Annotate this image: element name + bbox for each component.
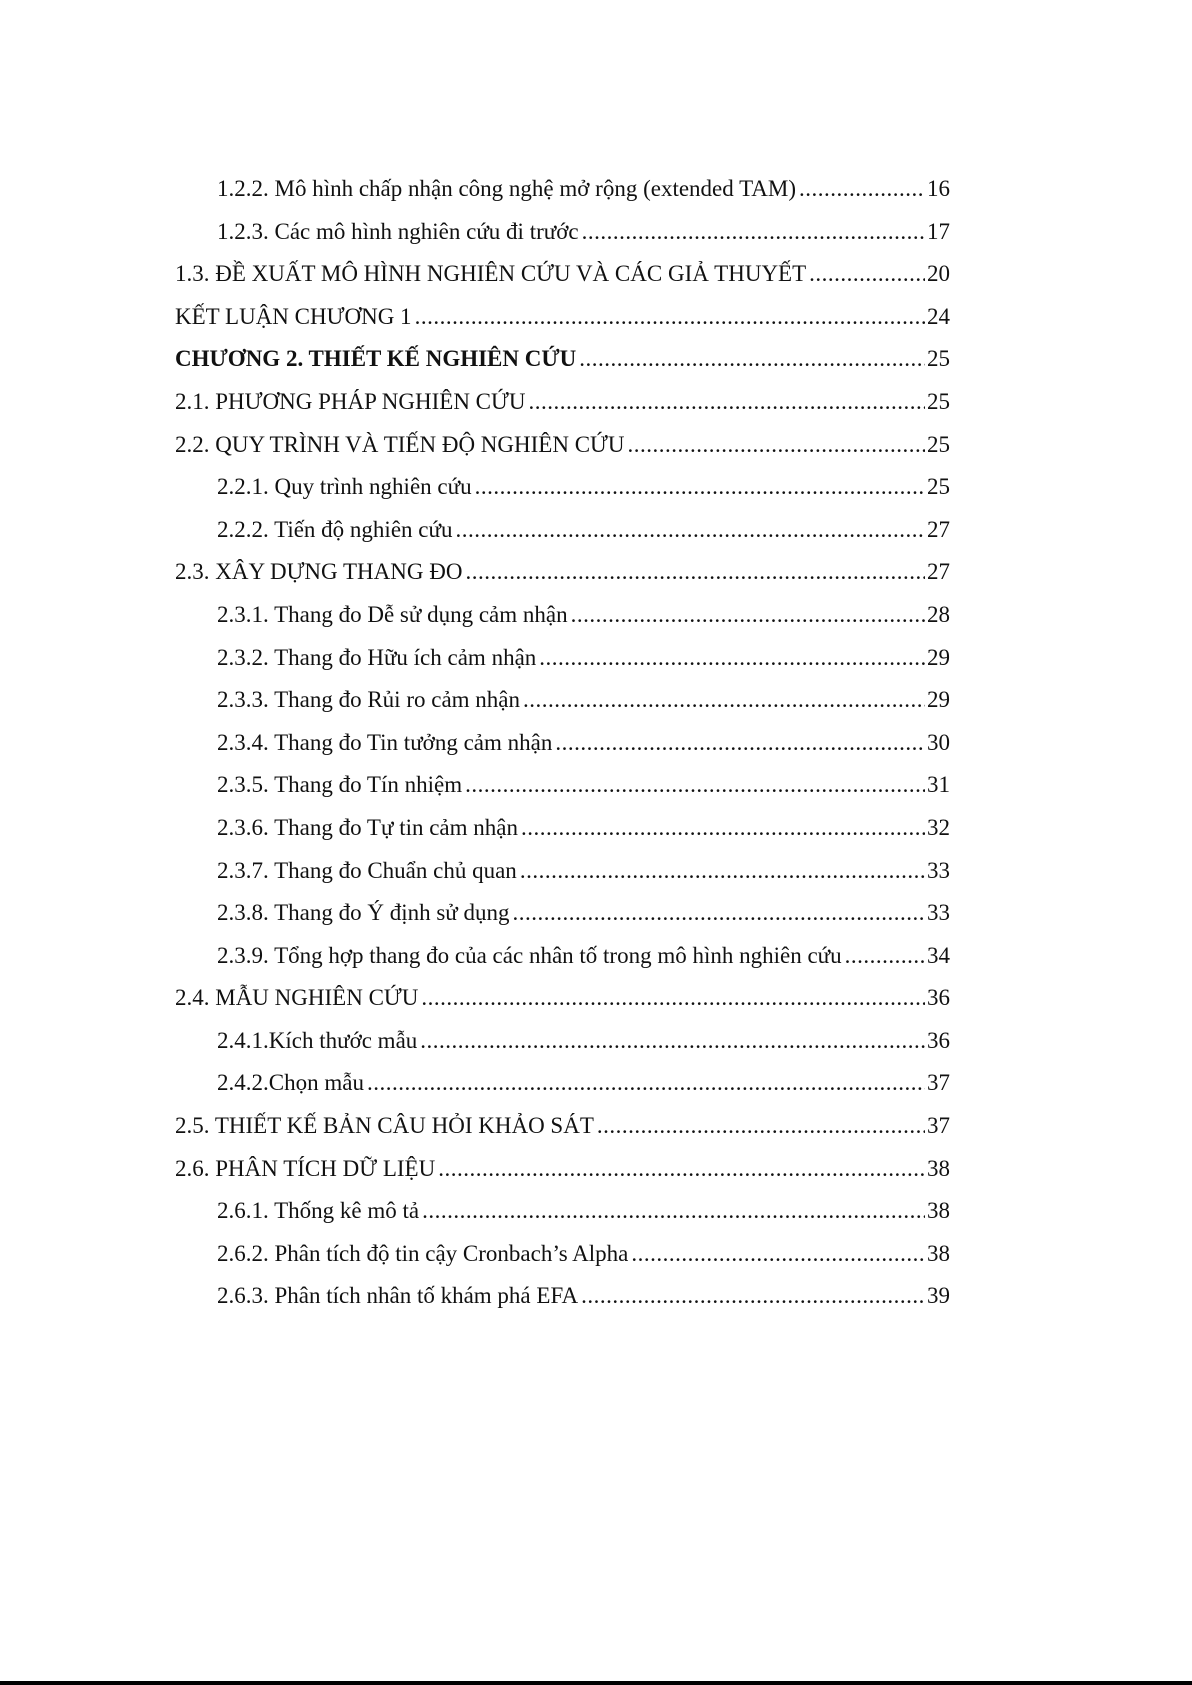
toc-entry-page-number: 36 <box>927 1027 950 1053</box>
toc-entry-page-number: 24 <box>927 303 950 329</box>
page-bottom-edge <box>0 1681 1192 1685</box>
toc-entry-title: 2.1. PHƯƠNG PHÁP NGHIÊN CỨU <box>175 388 526 414</box>
toc-entry-page-number: 37 <box>927 1113 950 1139</box>
toc-entry-page-number: 28 <box>927 601 950 627</box>
table-of-contents <box>175 168 950 1318</box>
toc-dot-leader <box>421 977 925 1020</box>
toc-entry-page-number: 38 <box>927 1240 950 1266</box>
toc-entry[interactable] <box>175 1062 950 1105</box>
toc-entry[interactable] <box>175 466 950 509</box>
toc-entry[interactable] <box>175 551 950 594</box>
toc-dot-leader <box>520 850 925 893</box>
toc-entry[interactable] <box>175 892 950 935</box>
toc-dot-leader <box>528 381 925 424</box>
toc-dot-leader <box>420 1020 925 1063</box>
toc-entry[interactable] <box>175 1148 950 1191</box>
toc-entry-title: 1.2.3. Các mô hình nghiên cứu đi trước <box>217 218 579 244</box>
toc-entry-page-number: 25 <box>927 474 950 500</box>
toc-entry-page-number: 32 <box>927 814 950 840</box>
toc-dot-leader <box>455 509 925 552</box>
toc-entry-page-number: 30 <box>927 729 950 755</box>
toc-entry-title: 2.2.2. Tiến độ nghiên cứu <box>217 516 453 542</box>
toc-dot-leader <box>465 551 925 594</box>
toc-dot-leader <box>465 764 925 807</box>
toc-dot-leader <box>513 892 925 935</box>
toc-entry-title: 2.6.1. Thống kê mô tả <box>217 1198 420 1224</box>
toc-entry[interactable] <box>175 679 950 722</box>
toc-dot-leader <box>539 637 925 680</box>
toc-entry[interactable] <box>175 1105 950 1148</box>
toc-entry[interactable] <box>175 594 950 637</box>
toc-dot-leader <box>631 1233 925 1276</box>
toc-entry[interactable] <box>175 637 950 680</box>
toc-dot-leader <box>523 679 925 722</box>
toc-entry-page-number: 29 <box>927 644 950 670</box>
toc-entry-page-number: 36 <box>927 985 950 1011</box>
toc-entry-page-number: 25 <box>927 388 950 414</box>
toc-entry[interactable] <box>175 296 950 339</box>
toc-entry-page-number: 29 <box>927 687 950 713</box>
toc-entry[interactable] <box>175 381 950 424</box>
toc-entry[interactable] <box>175 211 950 254</box>
toc-entry-title: 1.2.2. Mô hình chấp nhận công nghệ mở rộng (extended TAM) <box>217 176 797 201</box>
toc-entry[interactable] <box>175 253 950 296</box>
toc-entry-title: 2.3. XÂY DỰNG THANG ĐO <box>175 559 463 585</box>
toc-entry-page-number: 17 <box>927 218 950 244</box>
toc-entry[interactable] <box>175 1190 950 1233</box>
toc-entry-title: 2.4. MẪU NGHIÊN CỨU <box>175 985 419 1011</box>
toc-entry-page-number: 33 <box>927 900 950 926</box>
toc-entry-title: 2.2. QUY TRÌNH VÀ TIẾN ĐỘ NGHIÊN CỨU <box>175 431 625 457</box>
toc-entry-title: 2.2.1. Quy trình nghiên cứu <box>217 474 472 500</box>
toc-entry-page-number: 27 <box>927 516 950 542</box>
toc-entry[interactable] <box>175 168 950 211</box>
toc-entry-page-number: 38 <box>927 1198 950 1224</box>
toc-entry-page-number: 33 <box>927 857 950 883</box>
toc-entry-title: 1.3. ĐỀ XUẤT MÔ HÌNH NGHIÊN CỨU VÀ CÁC GIẢ THUYẾT <box>175 261 807 287</box>
toc-entry-title: 2.3.5. Thang đo Tín nhiệm <box>217 772 463 798</box>
toc-dot-leader <box>799 168 925 211</box>
toc-entry[interactable] <box>175 424 950 467</box>
toc-dot-leader <box>415 296 925 339</box>
toc-entry[interactable] <box>175 1233 950 1276</box>
toc-entry[interactable] <box>175 935 950 978</box>
toc-entry-title: 2.3.4. Thang đo Tin tưởng cảm nhận <box>217 729 553 755</box>
toc-entry-title: 2.3.1. Thang đo Dễ sử dụng cảm nhận <box>217 601 568 627</box>
toc-entry-title: 2.6. PHÂN TÍCH DỮ LIỆU <box>175 1155 436 1181</box>
toc-entry-title: 2.3.7. Thang đo Chuẩn chủ quan <box>217 857 517 883</box>
toc-entry[interactable] <box>175 977 950 1020</box>
toc-dot-leader <box>521 807 925 850</box>
toc-dot-leader <box>809 253 925 296</box>
toc-dot-leader <box>571 594 925 637</box>
toc-entry-page-number: 27 <box>927 559 950 585</box>
toc-dot-leader <box>597 1105 925 1148</box>
toc-dot-leader <box>367 1062 925 1105</box>
toc-entry-page-number: 39 <box>927 1283 950 1309</box>
toc-entry[interactable] <box>175 1275 950 1318</box>
toc-entry-page-number: 37 <box>927 1070 950 1096</box>
toc-entry[interactable] <box>175 722 950 765</box>
toc-entry-title: 2.3.2. Thang đo Hữu ích cảm nhận <box>217 644 537 670</box>
toc-entry-page-number: 31 <box>927 772 950 798</box>
toc-dot-leader <box>422 1190 925 1233</box>
toc-dot-leader <box>555 722 925 765</box>
toc-entry-title: 2.4.2.Chọn mẫu <box>217 1070 364 1096</box>
toc-entry-title: 2.5. THIẾT KẾ BẢN CÂU HỎI KHẢO SÁT <box>175 1113 594 1139</box>
toc-dot-leader <box>438 1148 925 1191</box>
toc-entry[interactable] <box>175 509 950 552</box>
toc-entry-page-number: 25 <box>927 346 950 372</box>
toc-dot-leader <box>582 211 925 254</box>
toc-entry-title: 2.6.2. Phân tích độ tin cậy Cronbach’s Alpha <box>217 1240 629 1266</box>
toc-entry-title: KẾT LUẬN CHƯƠNG 1 <box>175 303 412 329</box>
toc-dot-leader <box>628 424 926 467</box>
toc-dot-leader <box>581 1275 925 1318</box>
toc-entry[interactable] <box>175 1020 950 1063</box>
toc-entry-title: CHƯƠNG 2. THIẾT KẾ NGHIÊN CỨU <box>175 346 577 372</box>
toc-entry-title: 2.3.6. Thang đo Tự tin cảm nhận <box>217 814 518 840</box>
toc-entry-title: 2.3.8. Thang đo Ý định sử dụng <box>217 900 510 926</box>
toc-entry-page-number: 38 <box>927 1155 950 1181</box>
toc-entry-page-number: 20 <box>927 261 950 287</box>
toc-entry-page-number: 25 <box>927 431 950 457</box>
toc-entry[interactable] <box>175 338 950 381</box>
toc-dot-leader <box>845 935 925 978</box>
toc-entry-title: 2.6.3. Phân tích nhân tố khám phá EFA <box>217 1283 579 1309</box>
toc-entry-title: 2.3.9. Tổng hợp thang đo của các nhân tố trong mô hình nghiên cứu <box>217 942 842 968</box>
toc-entry-page-number: 34 <box>927 942 950 968</box>
toc-entry[interactable] <box>175 764 950 807</box>
toc-entry[interactable] <box>175 807 950 850</box>
toc-entry[interactable] <box>175 850 950 893</box>
toc-entry-title: 2.3.3. Thang đo Rủi ro cảm nhận <box>217 687 520 713</box>
toc-dot-leader <box>475 466 925 509</box>
toc-dot-leader <box>579 338 925 381</box>
toc-entry-page-number: 16 <box>927 176 950 201</box>
toc-entry-title: 2.4.1.Kích thước mẫu <box>217 1027 418 1053</box>
